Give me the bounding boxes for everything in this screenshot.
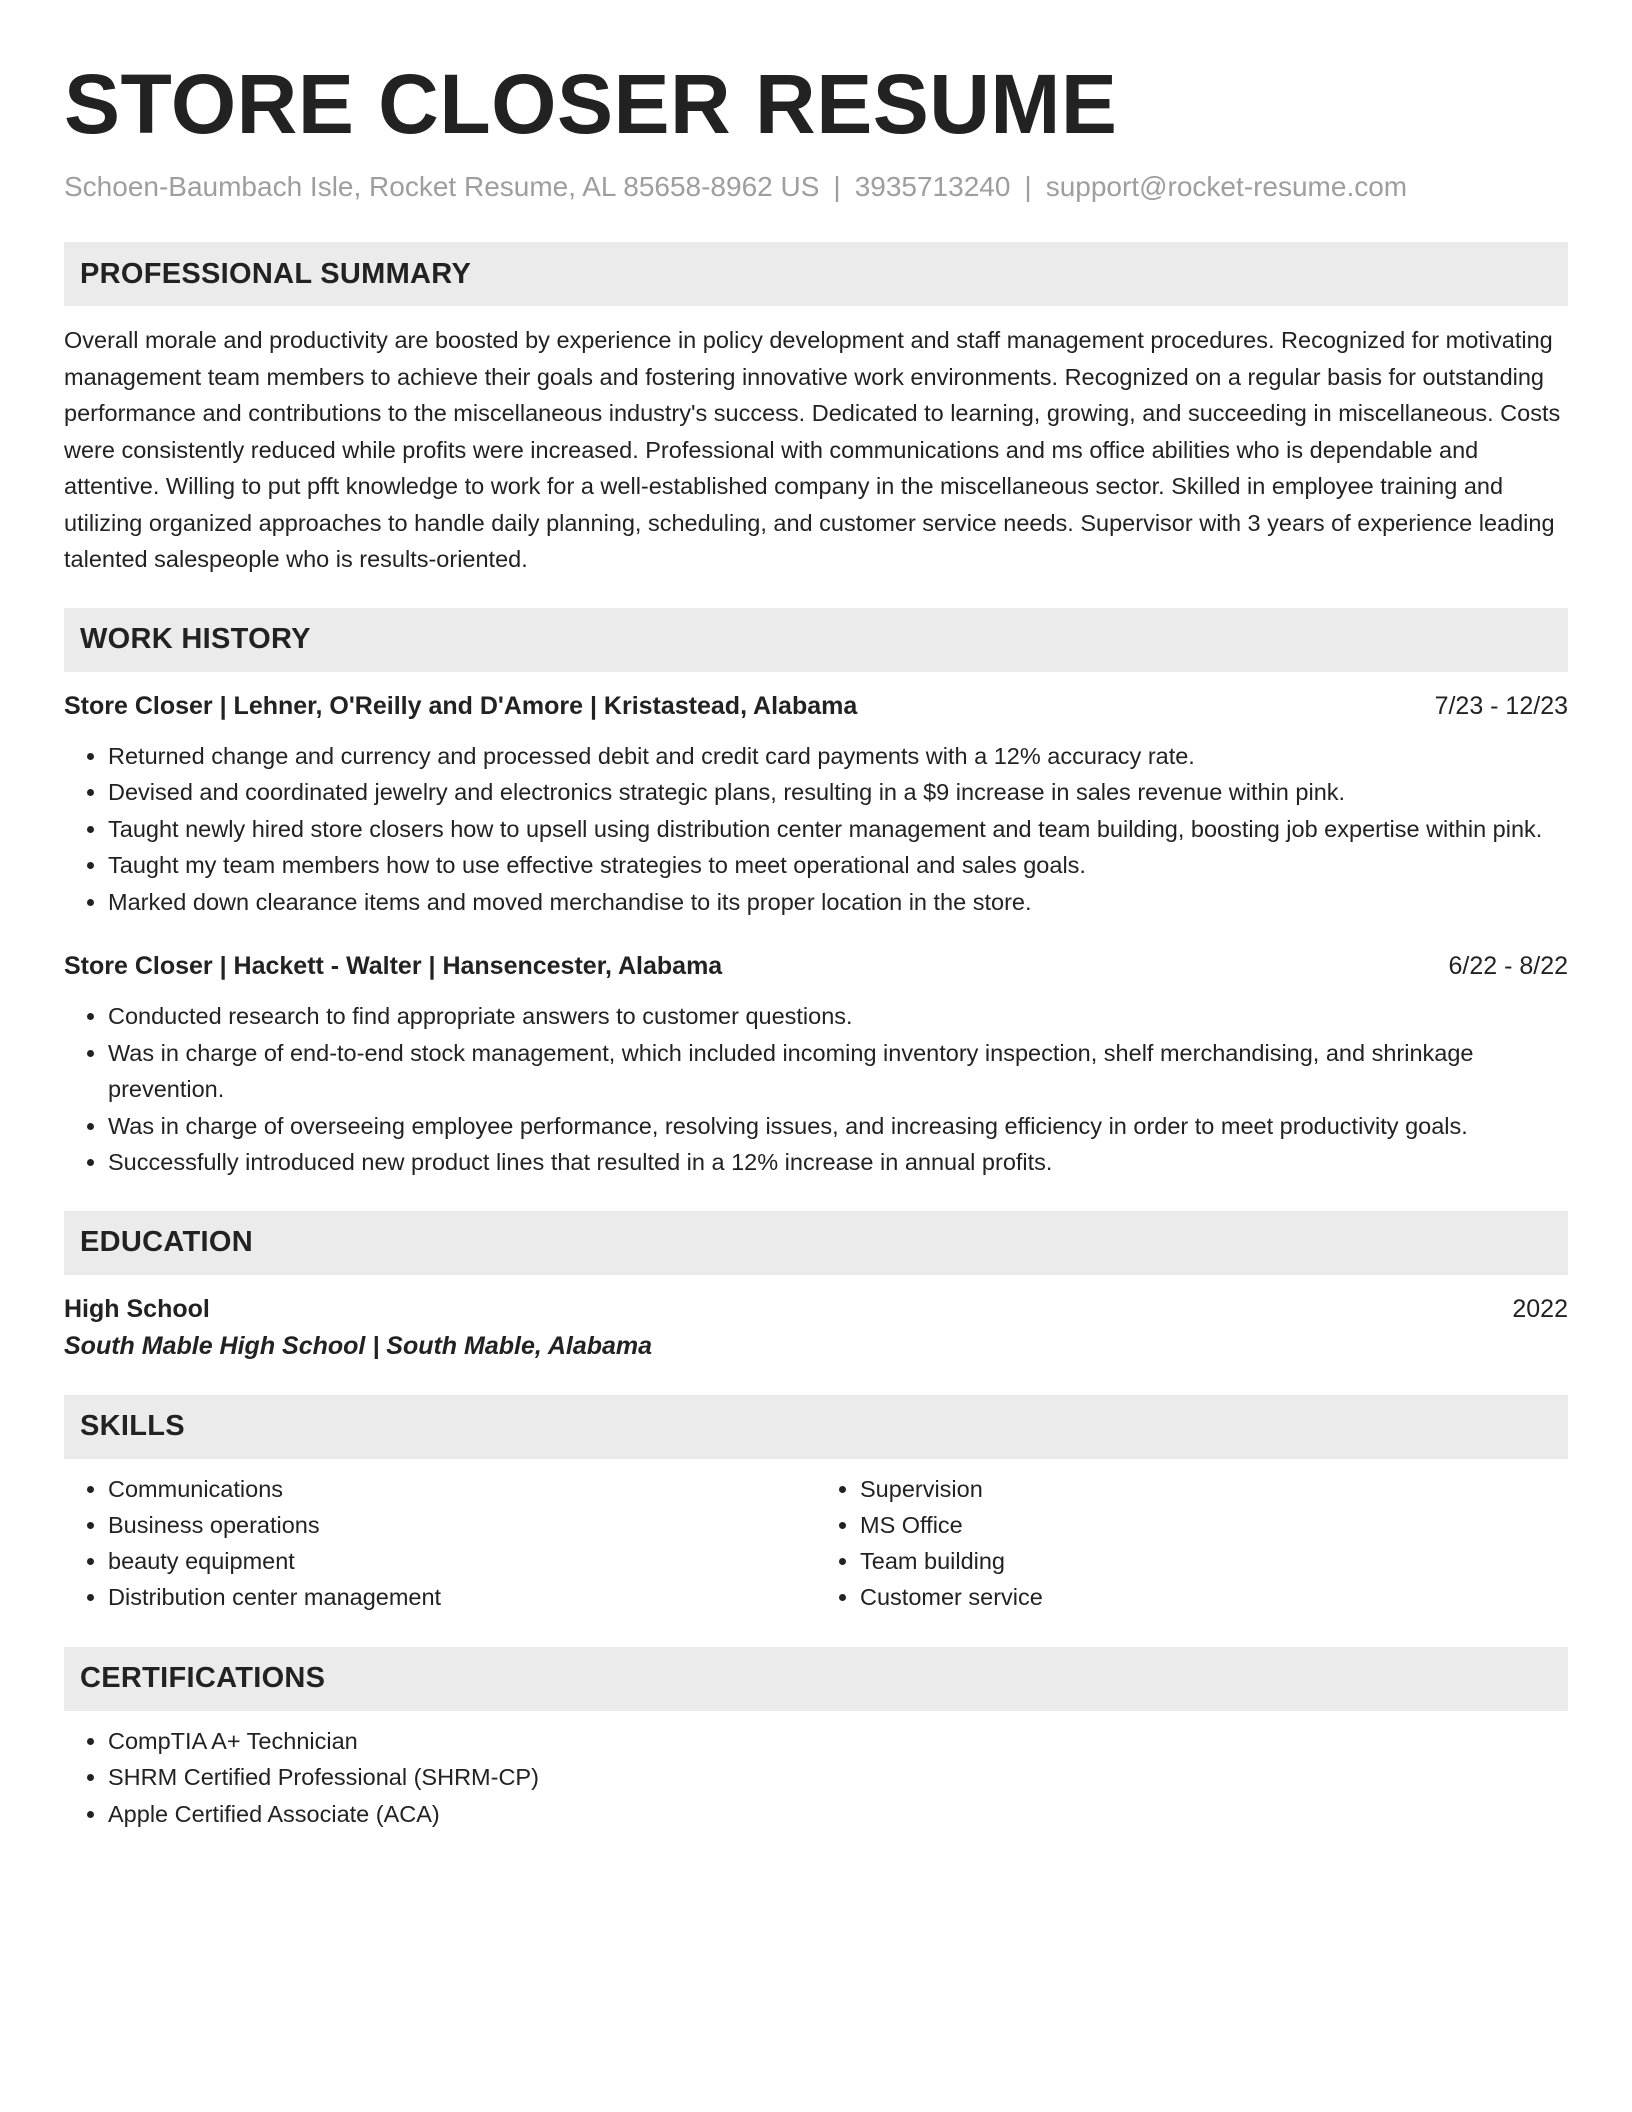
contact-separator: | — [1024, 171, 1032, 202]
job-bullet: • Taught newly hired store closers how to upsell using distribution center management and team building, boosting job expertise within pink. — [108, 811, 1568, 848]
job-bullets — [64, 738, 1568, 921]
skills-column-left — [64, 1471, 816, 1615]
job-bullet: • Was in charge of overseeing employee performance, resolving issues, and increasing efficiency in order to meet productivity goals. — [108, 1108, 1568, 1145]
education-entry — [64, 1291, 1568, 1365]
contact-email: support@rocket-resume.com — [1045, 171, 1408, 202]
certification-item: • CompTIA A+ Technician — [108, 1723, 1568, 1760]
skills-list — [64, 1471, 1568, 1615]
job-dates: 6/22 - 8/22 — [1448, 952, 1568, 980]
job-entry — [64, 948, 1568, 1181]
job-bullet: • Returned change and currency and processed debit and credit card payments with a 12% accuracy rate. — [108, 738, 1568, 775]
contact-separator: | — [833, 171, 841, 202]
contact-address: Schoen-Baumbach Isle, Rocket Resume, AL 85658-8962 US — [64, 171, 820, 202]
skills-heading: SKILLS — [80, 1410, 185, 1442]
certifications-list — [64, 1723, 1568, 1833]
summary-section-header — [64, 242, 1568, 306]
skill-item: • Customer service — [860, 1579, 1568, 1615]
job-title: Store Closer | Hackett - Walter | Hansencester, Alabama — [64, 952, 723, 980]
education-section-header — [64, 1211, 1568, 1275]
summary-heading: PROFESSIONAL SUMMARY — [80, 257, 472, 290]
certifications-heading: CERTIFICATIONS — [80, 1662, 326, 1694]
certification-item: • SHRM Certified Professional (SHRM-CP) — [108, 1759, 1568, 1796]
skill-item: • Supervision — [860, 1471, 1568, 1507]
skill-item: • Business operations — [108, 1507, 816, 1543]
job-bullet: • Successfully introduced new product lines that resulted in a 12% increase in annual profits. — [108, 1144, 1568, 1181]
certifications-items — [64, 1723, 1568, 1833]
job-entry — [64, 688, 1568, 921]
skill-item: • MS Office — [860, 1507, 1568, 1543]
certifications-section-header — [64, 1647, 1568, 1711]
education-year: 2022 — [1512, 1294, 1568, 1323]
work-section-header — [64, 608, 1568, 672]
job-header — [64, 688, 1568, 724]
education-heading: EDUCATION — [80, 1226, 253, 1258]
resume-title: STORE CLOSER RESUME — [64, 57, 1118, 151]
work-heading: WORK HISTORY — [80, 623, 311, 655]
education-degree: High School — [64, 1294, 210, 1323]
education-school: South Mable High School | South Mable, Alabama — [64, 1331, 653, 1360]
job-title: Store Closer | Lehner, O'Reilly and D'Amore | Kristastead, Alabama — [64, 691, 858, 720]
certification-item: • Apple Certified Associate (ACA) — [108, 1796, 1568, 1833]
skills-section-header — [64, 1395, 1568, 1459]
skill-item: • Distribution center management — [108, 1579, 816, 1615]
contact-phone: 3935713240 — [854, 171, 1011, 202]
summary-text: Overall morale and productivity are boosted by experience in policy development and staff management procedures. Recognized for motivating management team members to achieve their goals and fostering innovative work environments. Recognized on a regular basis for outstanding performance and contributions to the miscellaneous industry's success. Dedicated to learning, growing, and succeeding in miscellaneous. Costs were consistently reduced while profits were increased. Professional with communications and ms office abilities who is dependable and attentive. Willing to put pfft knowledge to work for a well-established company in the miscellaneous sector. Skilled in employee training and utilizing organized approaches to handle daily planning, scheduling, and customer service needs. Supervisor with 3 years of experience leading talented salespeople who is results-oriented. — [64, 327, 1561, 572]
skills-column-right — [816, 1471, 1568, 1615]
job-header — [64, 948, 1568, 984]
job-bullets — [64, 998, 1568, 1181]
skill-item: • Team building — [860, 1543, 1568, 1579]
skill-item: • Communications — [108, 1471, 816, 1507]
job-bullet: • Was in charge of end-to-end stock management, which included incoming inventory inspection, shelf merchandising, and shrinkage prevention. — [108, 1035, 1568, 1108]
contact-line — [64, 170, 1568, 204]
education-header — [64, 1291, 1568, 1327]
job-bullet: • Conducted research to find appropriate answers to customer questions. — [108, 998, 1568, 1035]
job-bullet: • Taught my team members how to use effective strategies to meet operational and sales goals. — [108, 847, 1568, 884]
job-dates: 7/23 - 12/23 — [1434, 691, 1568, 720]
job-bullet: • Devised and coordinated jewelry and electronics strategic plans, resulting in a $9 increase in sales revenue within pink. — [108, 774, 1568, 811]
skill-item: • beauty equipment — [108, 1543, 816, 1579]
job-bullet: • Marked down clearance items and moved merchandise to its proper location in the store. — [108, 884, 1568, 921]
